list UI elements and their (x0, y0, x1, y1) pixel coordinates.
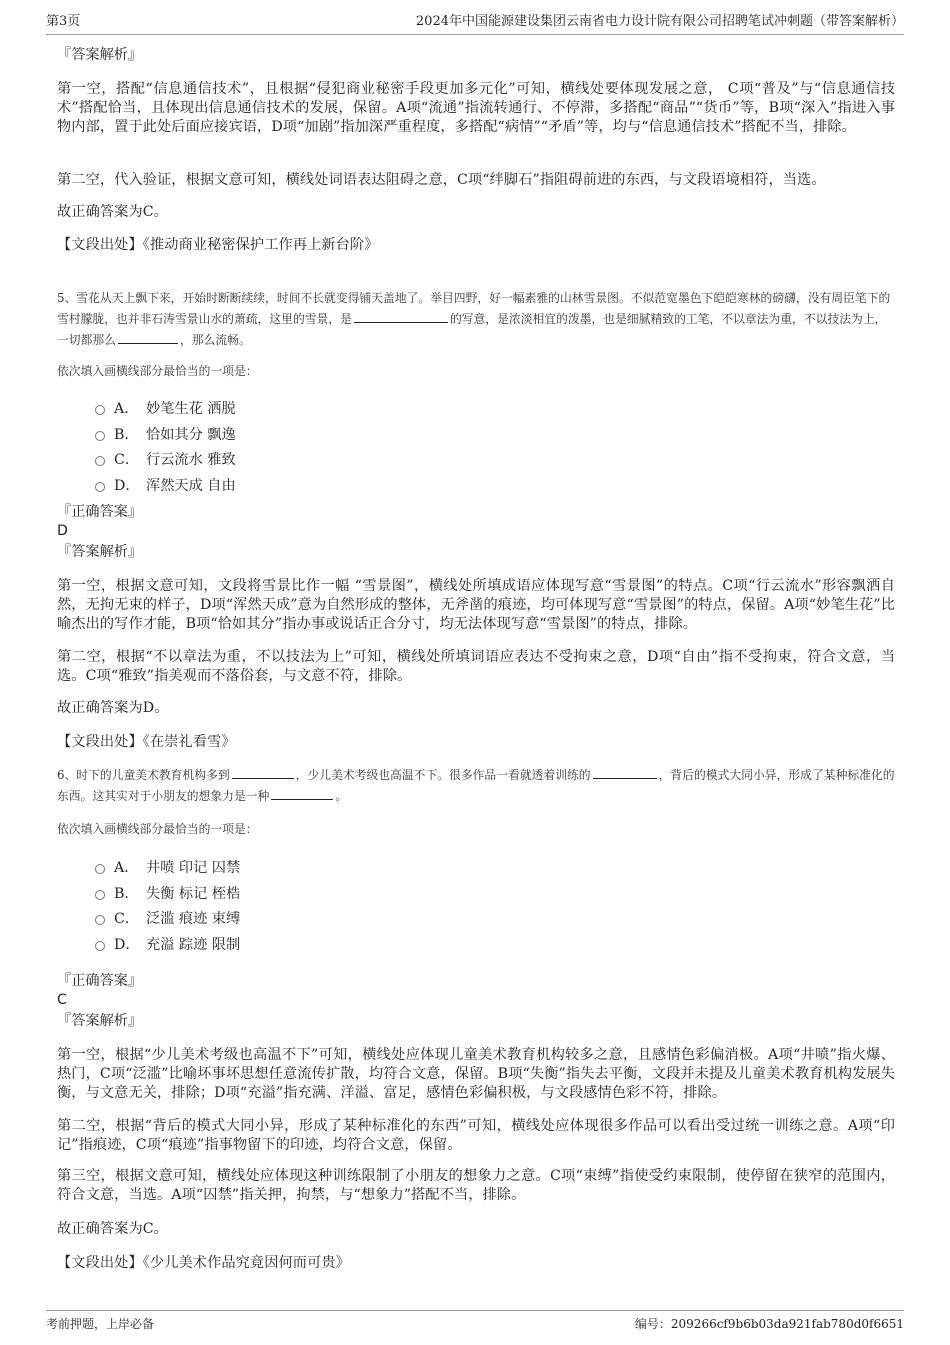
q6-options (95, 854, 495, 957)
radio-icon[interactable] (95, 864, 105, 874)
radio-icon[interactable] (95, 405, 105, 415)
radio-icon[interactable] (95, 890, 105, 900)
q6-source: 【文段出处】《少儿美术作品究竟因何而可贵》 (57, 1255, 350, 1271)
q5-question (57, 288, 895, 351)
q6-option-b[interactable]: B． 失衡 标记 桎梏 (95, 880, 495, 906)
q6-analysis-para-1: 第一空，根据“少儿美术考级也高温不下”可知，横线处应体现儿童美术教育机构较多之意，且感情色彩偏消极。A项“井喷”指火爆、热门，C项“泛滥”比喻坏事坏思想任意流传扩散，均符合文意，保留。B项“失衡”指失去平衡，文段并未提及儿童美术教育机构发展失衡，与文意无关，排除；D项“充溢”指充满、洋溢、富足，感情色彩偏积极，与文段感情色彩不符，排除。 (57, 1047, 895, 1101)
q6-blank-1 (232, 767, 294, 779)
q5-analysis-para-1: 第一空，根据文意可知，文段将雪景比作一幅 “雪景图”，横线处所填成语应体现写意“雪景图”的特点。C项“行云流水”形容飘洒自然，无拘无束的样子，D项“浑然天成”意为自然形成的整体，无斧凿的痕迹，均可体现写意“雪景图”的特点，保留。A项“妙笔生花”比喻杰出的写作才能，B项“恰如其分”指办事或说话正合分寸，均无法体现写意“雪景图”的特点，排除。 (57, 578, 895, 632)
q5-options (95, 395, 495, 498)
q6-analysis-para-2: 第二空，根据“背后的模式大同小异，形成了某种标准化的东西”可知，横线处应体现很多作品可以看出受过统一训练之意。A项“印记”指痕迹，C项“痕迹”指事物留下的印迹，均符合文意，保留。 (57, 1118, 895, 1153)
q6-analysis-label: 『答案解析』 (57, 1013, 143, 1029)
footer-document-id: 编号：209266cf9b6b03da921fab780d0f6651 (634, 1317, 904, 1331)
q5-instruction: 依次填入画横线部分最恰当的一项是： (57, 364, 258, 378)
q5-correct-answer: D (57, 523, 68, 539)
q6-option-d[interactable]: D． 充溢 踪迹 限制 (95, 931, 495, 957)
radio-icon[interactable] (95, 915, 105, 925)
q5-source: 【文段出处】《在崇礼看雪》 (57, 734, 236, 750)
footer-slogan: 考前押题，上岸必备 (46, 1317, 155, 1331)
q6-analysis-para-3: 第三空，根据文意可知，横线处应体现这种训练限制了小朋友的想象力之意。C项“束缚”指使受约束限制，使停留在狭窄的范围内，符合文意，当选。A项“囚禁”指关押，拘禁，与“想象力”搭配不当，排除。 (57, 1168, 895, 1203)
q6-stem-d: 。 (335, 789, 348, 803)
q5-stem-c: ，那么流畅。 (180, 333, 251, 347)
radio-icon[interactable] (95, 941, 105, 951)
q6-instruction: 依次填入画横线部分最恰当的一项是： (57, 822, 258, 836)
q6-question (57, 765, 895, 807)
q4-analysis-section (57, 46, 895, 65)
document-title: 2024年中国能源建设集团云南省电力设计院有限公司招聘笔试冲刺题（带答案解析） (415, 14, 904, 29)
q4-analysis-para-1: 第一空，搭配“信息通信技术”，且根据“侵犯商业秘密手段更加多元化”可知，横线处要体现发展之意， C项“普及”与“信息通信技术”搭配恰当，且体现出信息通信技术的发展，保留。A项“流通”指流转通行、不停滞，多搭配“商品”“货币”等，B项“深入”指进入事物内部，置于此处后面应接宾语，D项“加剧”指加深严重程度，多搭配“病情”“矛盾”等，均与“信息通信技术”搭配不当，排除。 (57, 81, 895, 135)
q6-blank-3 (271, 788, 333, 800)
page-header (46, 12, 904, 35)
q6-conclusion: 故正确答案为C。 (57, 1221, 168, 1237)
page-number: 第3页 (46, 14, 81, 29)
q5-blank-1 (354, 311, 448, 323)
q5-conclusion: 故正确答案为D。 (57, 700, 169, 716)
q6-option-c[interactable]: C． 泛滥 痕迹 束缚 (95, 905, 495, 931)
q5-stem-b: 的写意，是浓淡相宜的泼墨，也是细腻精致的工笔，不以章法为重，不以技法为上，一切都那么 (57, 312, 887, 347)
q5-option-b[interactable]: B． 恰如其分 飘逸 (95, 421, 495, 447)
q6-option-a[interactable]: A． 井喷 印记 囚禁 (95, 854, 495, 880)
q4-analysis-para-2: 第二空，代入验证，根据文意可知，横线处词语表达阻碍之意，C项“绊脚石”指阻碍前进的东西，与文段语境相符，当选。 (57, 172, 826, 188)
q4-conclusion: 故正确答案为C。 (57, 204, 168, 220)
q5-option-a[interactable]: A． 妙笔生花 洒脱 (95, 395, 495, 421)
q5-correct-label: 『正确答案』 (57, 504, 143, 520)
q4-analysis-label: 『答案解析』 (57, 47, 143, 63)
q5-option-c[interactable]: C． 行云流水 雅致 (95, 446, 495, 472)
page-footer (46, 1310, 904, 1335)
q6-correct-answer: C (57, 992, 67, 1008)
radio-icon[interactable] (95, 431, 105, 441)
q6-stem-a: 6、时下的儿童美术教育机构多到 (57, 768, 230, 782)
radio-icon[interactable] (95, 456, 105, 466)
q5-analysis-para-2: 第二空，根据“不以章法为重，不以技法为上”可知，横线处所填词语应表达不受拘束之意，D项“自由”指不受拘束，符合文意，当选。C项“雅致”指美观而不落俗套，与文意不符，排除。 (57, 649, 895, 684)
radio-icon[interactable] (95, 482, 105, 492)
q5-option-d[interactable]: D． 浑然天成 自由 (95, 472, 495, 498)
q6-stem-c: ，背后的模式大同小异，形成了某种标准化的东西。这其实对于小朋友的想象力是一种 (57, 768, 895, 803)
q5-stem-a: 5、雪花从天上飘下来，开始时断断续续，时间不长就变得铺天盖地了。举目四野，好一幅素雅的山林雪景图。不似范宽墨色下皑皑寒林的磅礴，没有周臣笔下的雪村朦胧，也并非石涛雪景山水的萧疏，这里的雪景，是 (57, 291, 891, 326)
q6-blank-2 (593, 767, 657, 779)
q6-correct-label: 『正确答案』 (57, 973, 143, 989)
q5-analysis-label: 『答案解析』 (57, 544, 143, 560)
q4-source: 【文段出处】《推动商业秘密保护工作再上新台阶》 (57, 237, 379, 253)
q6-stem-b: ，少儿美术考级也高温不下。很多作品一看就透着训练的 (295, 768, 591, 782)
q5-blank-2 (118, 332, 178, 344)
